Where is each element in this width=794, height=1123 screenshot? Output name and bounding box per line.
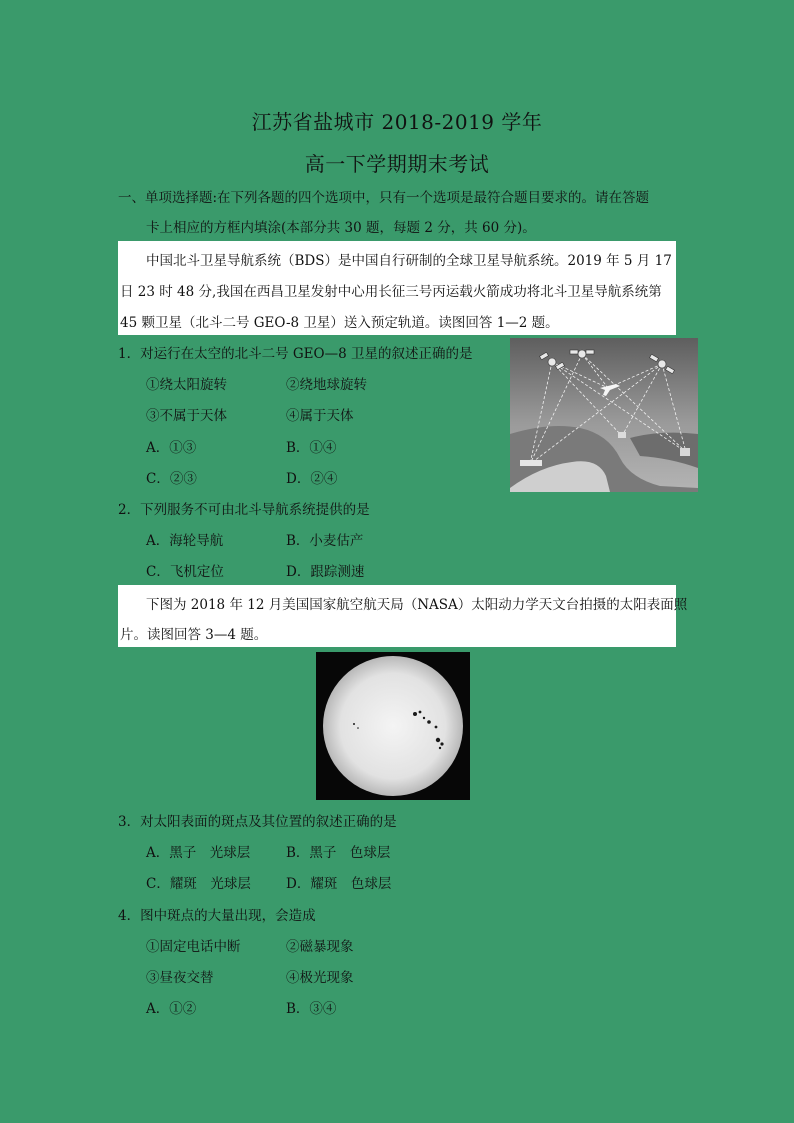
q1-choice-d: D．②④ — [286, 471, 338, 487]
q1-item-4: ④属于天体 — [286, 408, 354, 424]
document-title: 江苏省盐城市 2018-2019 学年 — [251, 110, 543, 134]
passage-box-1 — [118, 241, 676, 335]
q1-choice-c: C．②③ — [146, 471, 197, 487]
q4-item-4: ④极光现象 — [286, 970, 354, 986]
passage-box-2 — [118, 585, 688, 647]
q1-stem: 1．对运行在太空的北斗二号 GEO—8 卫星的叙述正确的是 — [118, 346, 473, 362]
q4-choice-b: B．③④ — [286, 1001, 337, 1017]
q4-item-2: ②磁暴现象 — [286, 939, 354, 955]
q4-stem: 4．图中斑点的大量出现，会造成 — [118, 908, 316, 924]
q2-choice-a: A．海轮导航 — [146, 533, 224, 549]
satellite-illustration — [510, 338, 698, 492]
q2-choice-b: B．小麦估产 — [286, 533, 364, 549]
passage1-line1: 中国北斗卫星导航系统（BDS）是中国自行研制的全球卫星导航系统。2019 年 5 月 17 — [146, 253, 672, 269]
q1-item-3: ③不属于天体 — [146, 408, 227, 424]
q1-choice-a: A．①③ — [146, 440, 197, 456]
q1-item-2: ②绕地球旋转 — [286, 377, 367, 393]
section-instruction-line2: 卡上相应的方框内填涂(本部分共 30 题，每题 2 分，共 60 分)。 — [146, 220, 536, 236]
passage2-line1: 下图为 2018 年 12 月美国国家航空航天局（NASA）太阳动力学天文台拍摄的太阳表面照 — [146, 597, 688, 613]
section-instruction-line1: 一、单项选择题:在下列各题的四个选项中，只有一个选项是最符合题目要求的。请在答题 — [118, 190, 650, 206]
q4-item-3: ③昼夜交替 — [146, 970, 214, 986]
q3-stem: 3．对太阳表面的斑点及其位置的叙述正确的是 — [118, 814, 397, 830]
q3-choice-d: D．耀斑 色球层 — [286, 876, 392, 892]
satellite-navigation-image — [510, 338, 698, 492]
passage1-line2: 日 23 时 48 分,我国在西昌卫星发射中心用长征三号丙运载火箭成功将北斗卫星导航系统第 — [120, 284, 662, 300]
q2-choice-d: D．跟踪测速 — [286, 564, 365, 580]
passage2-line2: 片。读图回答 3—4 题。 — [120, 627, 268, 643]
q3-choice-b: B．黑子 色球层 — [286, 845, 391, 861]
q3-choice-c: C．耀斑 光球层 — [146, 876, 251, 892]
passage1-line3: 45 颗卫星（北斗二号 GEO-8 卫星）送入预定轨道。读图回答 1—2 题。 — [120, 315, 559, 331]
sun-surface-image — [316, 652, 470, 800]
q3-choice-a: A．黑子 光球层 — [146, 845, 251, 861]
q1-choice-b: B．①④ — [286, 440, 337, 456]
q4-choice-a: A．①② — [146, 1001, 197, 1017]
q4-item-1: ①固定电话中断 — [146, 939, 241, 955]
q2-stem: 2．下列服务不可由北斗导航系统提供的是 — [118, 502, 370, 518]
sun-photo — [316, 652, 470, 800]
q1-item-1: ①绕太阳旋转 — [146, 377, 227, 393]
document-subtitle: 高一下学期期末考试 — [304, 152, 490, 176]
q2-choice-c: C．飞机定位 — [146, 564, 224, 580]
